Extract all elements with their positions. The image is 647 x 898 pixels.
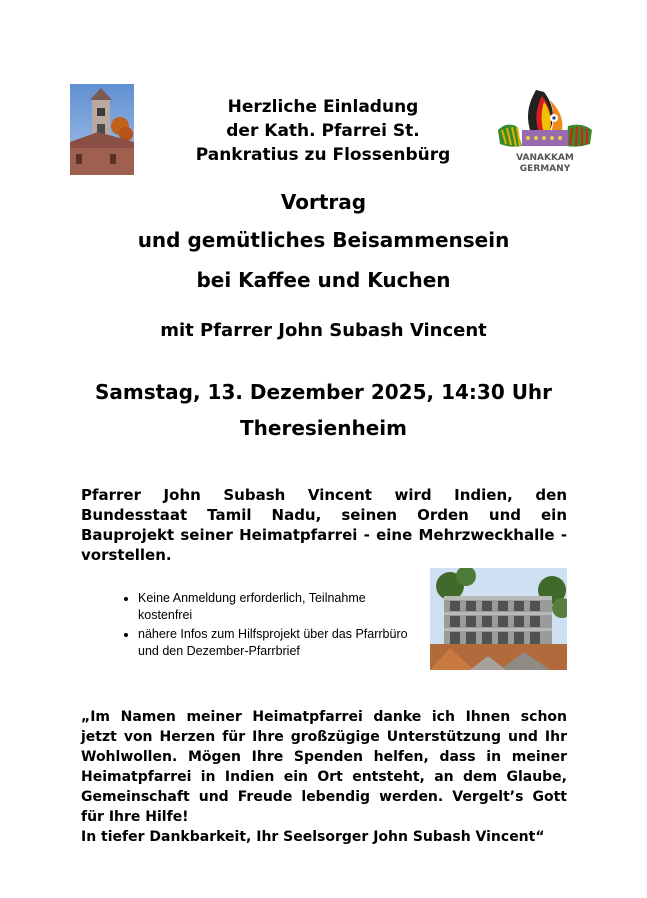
- logo-text-line-2: GERMANY: [519, 164, 571, 174]
- intro-paragraph: Pfarrer John Subash Vincent wird Indien, den Bundesstaat Tamil Nadu, seinen Orden und ein Bauprojekt seiner Heimatpfarrei - eine Mehrzweckhalle - vorstellen.: [81, 486, 567, 564]
- signature-line: In tiefer Dankbarkeit, Ihr Seelsorger John Subash Vincent“: [81, 829, 545, 845]
- event-title-line-2: und gemütliches Beisammensein: [137, 228, 510, 252]
- invitation-heading: [150, 95, 496, 167]
- event-date: Samstag, 13. Dezember 2025, 14:30 Uhr: [94, 380, 553, 404]
- invitation-line-2: der Kath. Pfarrei St.: [226, 121, 420, 141]
- info-list-item: • Keine Anmeldung erforderlich, Teilnahme kostenfrei: [138, 590, 418, 624]
- invitation-line-1: Herzliche Einladung: [227, 97, 419, 117]
- info-list: [118, 590, 418, 662]
- vanakkam-germany-logo: [492, 86, 598, 176]
- speaker-line: mit Pfarrer John Subash Vincent: [160, 320, 487, 341]
- logo-text-line-1: VANAKKAM: [516, 153, 574, 163]
- info-list-item: • nähere Infos zum Hilfsprojekt über das Pfarrbüro und den Dezember-Pfarrbrief: [138, 626, 418, 660]
- quote-paragraph: „Im Namen meiner Heimatpfarrei danke ich Ihnen schon jetzt von Herzen für Ihre großzügige Unterstützung und Ihr Wohlwollen. Mögen Ihre Spenden helfen, dass in meiner Heimatpfarrei in Indien ein Ort entsteht, an dem Glaube, Gemeinschaft und Freude lebendig werden. Vergelt’s Gott für Ihre Hilfe!: [81, 709, 567, 825]
- event-title-line-3: bei Kaffee und Kuchen: [196, 268, 451, 292]
- event-title-line-1: Vortrag: [280, 190, 367, 214]
- invitation-line-3: Pankratius zu Flossenbürg: [195, 145, 451, 165]
- church-photo: [70, 84, 134, 175]
- event-venue: Theresienheim: [240, 416, 407, 440]
- building-project-photo: [430, 568, 567, 670]
